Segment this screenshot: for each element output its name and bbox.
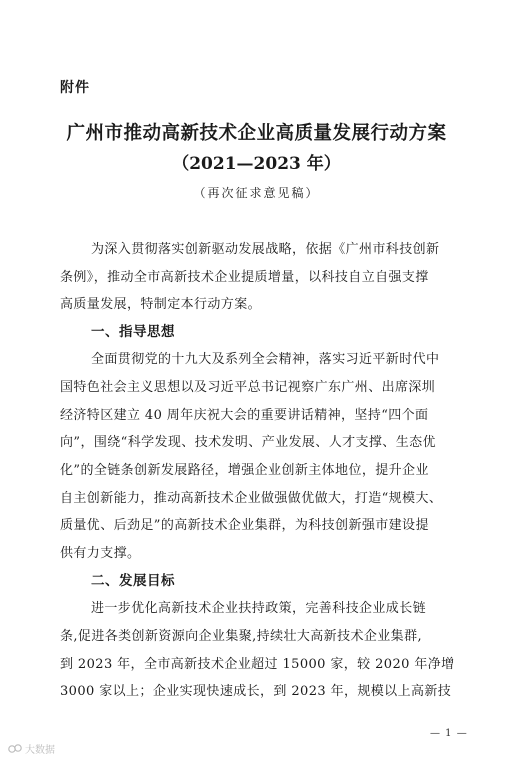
section1-line: 国特色社会主义思想以及习近平总书记视察广东广州、出席深圳: [60, 380, 436, 395]
section1-line: 质量优、后劲足”的高新技术企业集群，为科技创新强市建设提: [60, 518, 429, 533]
watermark-text: 大数据: [25, 745, 55, 756]
section2-line: 进一步优化高新技术企业扶持政策，完善科技企业成长链: [91, 601, 427, 616]
draft-note: （再次征求意见稿）: [193, 186, 320, 200]
section1-line: 化”的全链条创新发展路径，增强企业创新主体地位，提升企业: [60, 463, 429, 478]
watermark-logo-icon: [8, 743, 22, 754]
section-heading-development-goals: 二、发展目标: [91, 573, 175, 589]
section2-line: 3000 家以上；企业实现快速成长，到 2023 年，规模以上高新技: [60, 684, 452, 699]
watermark: [8, 741, 55, 756]
section1-line: 全面贯彻党的十九大及系列全会精神，落实习近平新时代中: [91, 352, 440, 367]
intro-line: 为深入贯彻落实创新驱动发展战略，依据《广州市科技创新: [91, 242, 440, 257]
section1-line: 自主创新能力，推动高新技术企业做强做优做大，打造“规模大、: [60, 491, 443, 506]
document-title: 广州市推动高新技术企业高质量发展行动方案: [66, 123, 447, 144]
section2-line: 到 2023 年，全市高新技术企业超过 15000 家，较 2020 年净增: [60, 657, 455, 672]
page-number: — 1 —: [430, 728, 468, 739]
document-subtitle: （2021—2023 年）: [172, 154, 341, 174]
intro-line: 条例》，推动全市高新技术企业提质增量，以科技自立自强支撑: [60, 270, 429, 285]
section1-line: 向”，围绕“科学发现、技术发明、产业发展、人才支撑、生态优: [60, 435, 436, 450]
section-heading-guiding-ideology: 一、指导思想: [91, 324, 175, 340]
attachment-label: 附件: [60, 80, 90, 96]
section1-line: 供有力支撑。: [60, 546, 141, 561]
section2-line: 条,促进各类创新资源向企业集聚,持续壮大高新技术企业集群,: [60, 629, 422, 644]
intro-line: 高质量发展，特制定本行动方案。: [60, 297, 262, 312]
section1-line: 经济特区建立 40 周年庆祝大会的重要讲话精神，坚持“四个面: [60, 408, 429, 423]
